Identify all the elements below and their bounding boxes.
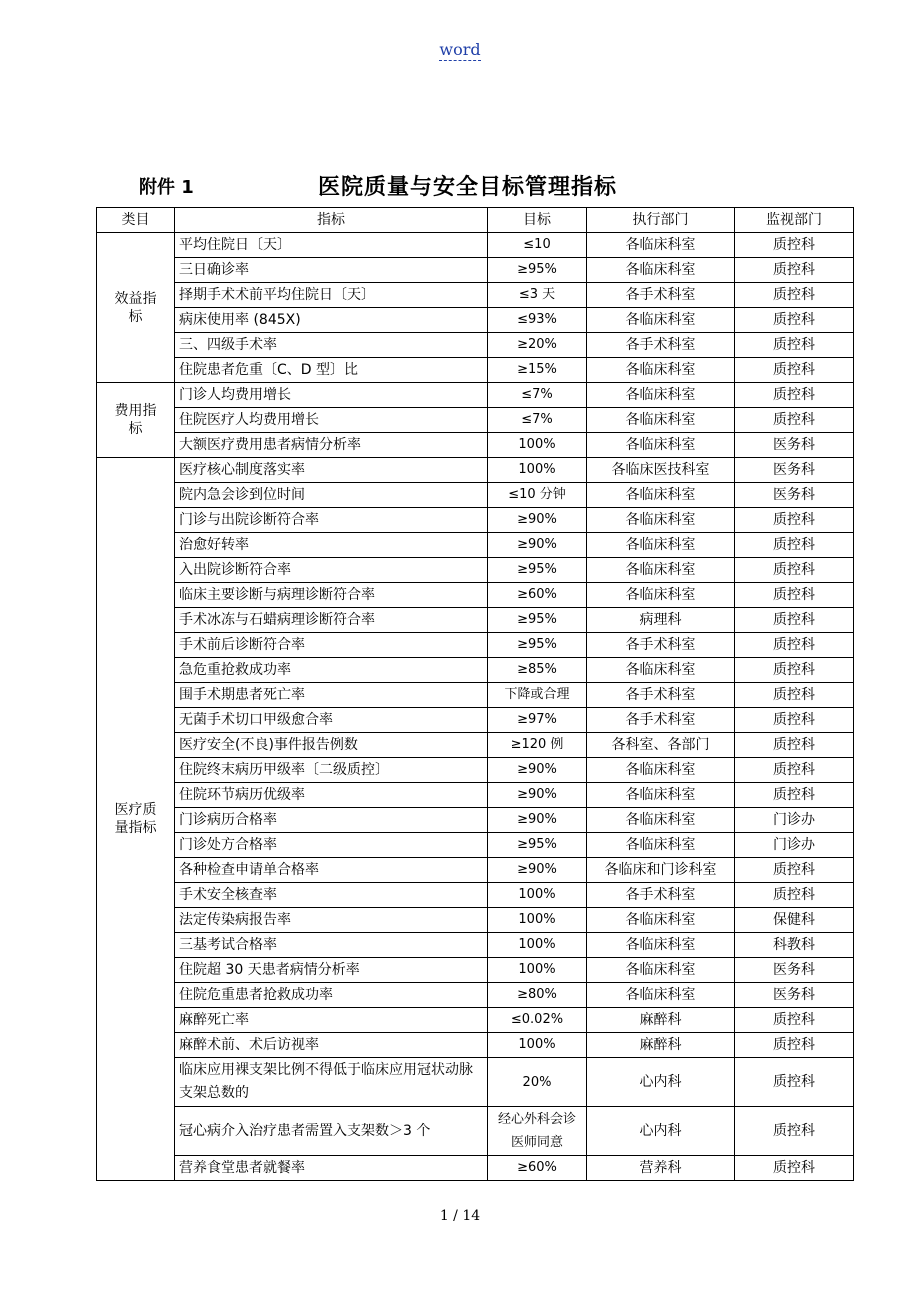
target-cell: 100% [488,883,587,908]
dept-cell: 营养科 [587,1156,735,1181]
indicator-cell: 院内急会诊到位时间 [175,483,488,508]
target-cell: ≥90% [488,508,587,533]
target-cell: ≥90% [488,758,587,783]
supervisor-cell: 门诊办 [735,833,854,858]
table-row [97,983,854,1008]
page-number: 1 / 14 [439,1208,481,1224]
table-row [97,758,854,783]
dept-cell: 各临床科室 [587,958,735,983]
indicator-cell: 急危重抢救成功率 [175,658,488,683]
dept-cell: 病理科 [587,608,735,633]
supervisor-cell: 质控科 [735,1058,854,1107]
dept-cell: 各手术科室 [587,283,735,308]
dept-cell: 各临床科室 [587,508,735,533]
dept-cell: 各临床科室 [587,433,735,458]
table-row [97,333,854,358]
dept-cell: 各手术科室 [587,883,735,908]
supervisor-cell: 科教科 [735,933,854,958]
header-word-link[interactable] [0,40,920,59]
table-row [97,558,854,583]
supervisor-cell: 质控科 [735,608,854,633]
target-cell: ≥90% [488,783,587,808]
dept-cell: 各临床科室 [587,933,735,958]
indicator-cell: 冠心病介入治疗患者需置入支架数＞3 个 [175,1107,488,1156]
supervisor-cell: 质控科 [735,1008,854,1033]
dept-cell: 各临床科室 [587,258,735,283]
dept-cell: 各临床科室 [587,583,735,608]
supervisor-cell: 质控科 [735,308,854,333]
supervisor-cell: 质控科 [735,1156,854,1181]
indicator-cell: 各种检查申请单合格率 [175,858,488,883]
target-cell: 100% [488,1033,587,1058]
target-cell: ≤10 分钟 [488,483,587,508]
supervisor-cell: 保健科 [735,908,854,933]
table-header-row [97,208,854,233]
category-cell: 医疗质量指标 [97,458,175,1181]
supervisor-cell: 质控科 [735,758,854,783]
dept-cell: 各科室、各部门 [587,733,735,758]
supervisor-cell: 门诊办 [735,808,854,833]
dept-cell: 各临床医技科室 [587,458,735,483]
dept-cell: 各临床科室 [587,308,735,333]
supervisor-cell: 质控科 [735,233,854,258]
supervisor-cell: 质控科 [735,708,854,733]
column-header: 监视部门 [735,208,854,233]
target-cell: ≥90% [488,858,587,883]
table-row [97,658,854,683]
category-cell: 效益指标 [97,233,175,383]
dept-cell: 各临床科室 [587,658,735,683]
target-cell: ≥60% [488,583,587,608]
table-row [97,458,854,483]
indicator-cell: 平均住院日〔天〕 [175,233,488,258]
table-row [97,708,854,733]
indicator-cell: 手术安全核查率 [175,883,488,908]
indicator-cell: 住院患者危重〔C、D 型〕比 [175,358,488,383]
header-link-text[interactable]: word [439,40,481,59]
dept-cell: 各临床科室 [587,408,735,433]
indicator-cell: 无菌手术切口甲级愈合率 [175,708,488,733]
indicator-cell: 医疗安全(不良)事件报告例数 [175,733,488,758]
dept-cell: 麻醉科 [587,1008,735,1033]
indicator-cell: 手术冰冻与石蜡病理诊断符合率 [175,608,488,633]
dept-cell: 心内科 [587,1107,735,1156]
target-cell: ≥95% [488,608,587,633]
dept-cell: 各临床科室 [587,233,735,258]
table-row [97,533,854,558]
supervisor-cell: 质控科 [735,1033,854,1058]
indicator-cell: 住院终末病历甲级率〔二级质控〕 [175,758,488,783]
table-row [97,808,854,833]
indicator-cell: 大额医疗费用患者病情分析率 [175,433,488,458]
supervisor-cell: 质控科 [735,408,854,433]
dept-cell: 各临床科室 [587,383,735,408]
table-row [97,683,854,708]
table-row [97,933,854,958]
target-cell: 100% [488,458,587,483]
table-row [97,283,854,308]
table-row [97,858,854,883]
supervisor-cell: 质控科 [735,333,854,358]
supervisor-cell: 质控科 [735,783,854,808]
target-cell: ≤10 [488,233,587,258]
supervisor-cell: 质控科 [735,883,854,908]
table-row [97,483,854,508]
supervisor-cell: 医务科 [735,983,854,1008]
supervisor-cell: 质控科 [735,1107,854,1156]
target-cell: ≥95% [488,558,587,583]
dept-cell: 各临床科室 [587,758,735,783]
table-row [97,408,854,433]
category-cell: 费用指标 [97,383,175,458]
table-row [97,1033,854,1058]
dept-cell: 麻醉科 [587,1033,735,1058]
table-row [97,883,854,908]
indicator-cell: 医疗核心制度落实率 [175,458,488,483]
target-cell: ≥95% [488,633,587,658]
target-cell: ≥15% [488,358,587,383]
target-cell: 100% [488,958,587,983]
target-cell: 100% [488,433,587,458]
indicator-cell: 治愈好转率 [175,533,488,558]
table-row [97,908,854,933]
indicator-cell: 住院医疗人均费用增长 [175,408,488,433]
document-title: 医院质量与安全目标管理指标 [318,175,618,200]
supervisor-cell: 质控科 [735,283,854,308]
target-cell: 100% [488,933,587,958]
supervisor-cell: 质控科 [735,658,854,683]
indicator-cell: 营养食堂患者就餐率 [175,1156,488,1181]
table-row [97,633,854,658]
indicator-cell: 住院危重患者抢救成功率 [175,983,488,1008]
supervisor-cell: 质控科 [735,858,854,883]
table-row [97,733,854,758]
target-cell: ≤93% [488,308,587,333]
supervisor-cell: 质控科 [735,508,854,533]
target-cell: ≥60% [488,1156,587,1181]
dept-cell: 各临床科室 [587,808,735,833]
title-row [0,170,920,200]
supervisor-cell: 质控科 [735,583,854,608]
target-cell: ≥80% [488,983,587,1008]
supervisor-cell: 质控科 [735,683,854,708]
indicator-cell: 入出院诊断符合率 [175,558,488,583]
target-cell: ≥90% [488,533,587,558]
column-header: 指标 [175,208,488,233]
target-cell: 经心外科会诊医师同意 [488,1107,587,1156]
table-body [97,233,854,1181]
target-cell: ≥97% [488,708,587,733]
target-cell: ≤7% [488,383,587,408]
dept-cell: 各手术科室 [587,708,735,733]
table-row [97,508,854,533]
indicator-table [96,207,854,1181]
dept-cell: 各临床科室 [587,483,735,508]
supervisor-cell: 质控科 [735,258,854,283]
target-cell: 20% [488,1058,587,1107]
table-row [97,608,854,633]
indicator-cell: 麻醉死亡率 [175,1008,488,1033]
indicator-cell: 手术前后诊断符合率 [175,633,488,658]
table-row [97,1156,854,1181]
table-row [97,583,854,608]
supervisor-cell: 质控科 [735,633,854,658]
supervisor-cell: 质控科 [735,533,854,558]
table-row [97,1008,854,1033]
table-row [97,958,854,983]
dept-cell: 各临床科室 [587,833,735,858]
supervisor-cell: 质控科 [735,358,854,383]
supervisor-cell: 质控科 [735,733,854,758]
indicator-cell: 法定传染病报告率 [175,908,488,933]
dept-cell: 各临床科室 [587,558,735,583]
dept-cell: 各手术科室 [587,683,735,708]
dept-cell: 各临床科室 [587,908,735,933]
table-row [97,833,854,858]
indicator-cell: 临床主要诊断与病理诊断符合率 [175,583,488,608]
table-row [97,783,854,808]
indicator-cell: 三、四级手术率 [175,333,488,358]
indicator-cell: 临床应用裸支架比例不得低于临床应用冠状动脉支架总数的 [175,1058,488,1107]
target-cell: ≥90% [488,808,587,833]
attachment-label: 附件 1 [139,177,194,198]
dept-cell: 各手术科室 [587,633,735,658]
table-row [97,308,854,333]
column-header: 类目 [97,208,175,233]
dept-cell: 心内科 [587,1058,735,1107]
indicator-cell: 门诊人均费用增长 [175,383,488,408]
indicator-cell: 三基考试合格率 [175,933,488,958]
target-cell: ≤3 天 [488,283,587,308]
target-cell: ≥95% [488,833,587,858]
indicator-cell: 住院超 30 天患者病情分析率 [175,958,488,983]
table-row [97,258,854,283]
supervisor-cell: 质控科 [735,383,854,408]
indicator-cell: 门诊处方合格率 [175,833,488,858]
dept-cell: 各手术科室 [587,333,735,358]
supervisor-cell: 医务科 [735,433,854,458]
target-cell: ≥95% [488,258,587,283]
target-cell: ≥20% [488,333,587,358]
indicator-cell: 门诊病历合格率 [175,808,488,833]
dept-cell: 各临床科室 [587,533,735,558]
table-row [97,1107,854,1156]
supervisor-cell: 医务科 [735,958,854,983]
table-row [97,1058,854,1107]
indicator-cell: 围手术期患者死亡率 [175,683,488,708]
supervisor-cell: 医务科 [735,483,854,508]
target-cell: ≤0.02% [488,1008,587,1033]
dept-cell: 各临床科室 [587,983,735,1008]
indicator-cell: 麻醉术前、术后访视率 [175,1033,488,1058]
target-cell: 100% [488,908,587,933]
indicator-cell: 择期手术术前平均住院日〔天〕 [175,283,488,308]
dept-cell: 各临床和门诊科室 [587,858,735,883]
table-row [97,233,854,258]
table-row [97,433,854,458]
supervisor-cell: 质控科 [735,558,854,583]
column-header: 执行部门 [587,208,735,233]
dept-cell: 各临床科室 [587,358,735,383]
indicator-cell: 三日确诊率 [175,258,488,283]
indicator-cell: 病床使用率 (845X) [175,308,488,333]
target-cell: 下降或合理 [488,683,587,708]
supervisor-cell: 医务科 [735,458,854,483]
indicator-cell: 住院环节病历优级率 [175,783,488,808]
target-cell: ≥120 例 [488,733,587,758]
dept-cell: 各临床科室 [587,783,735,808]
table-row [97,383,854,408]
indicator-cell: 门诊与出院诊断符合率 [175,508,488,533]
target-cell: ≤7% [488,408,587,433]
column-header: 目标 [488,208,587,233]
table-row [97,358,854,383]
target-cell: ≥85% [488,658,587,683]
